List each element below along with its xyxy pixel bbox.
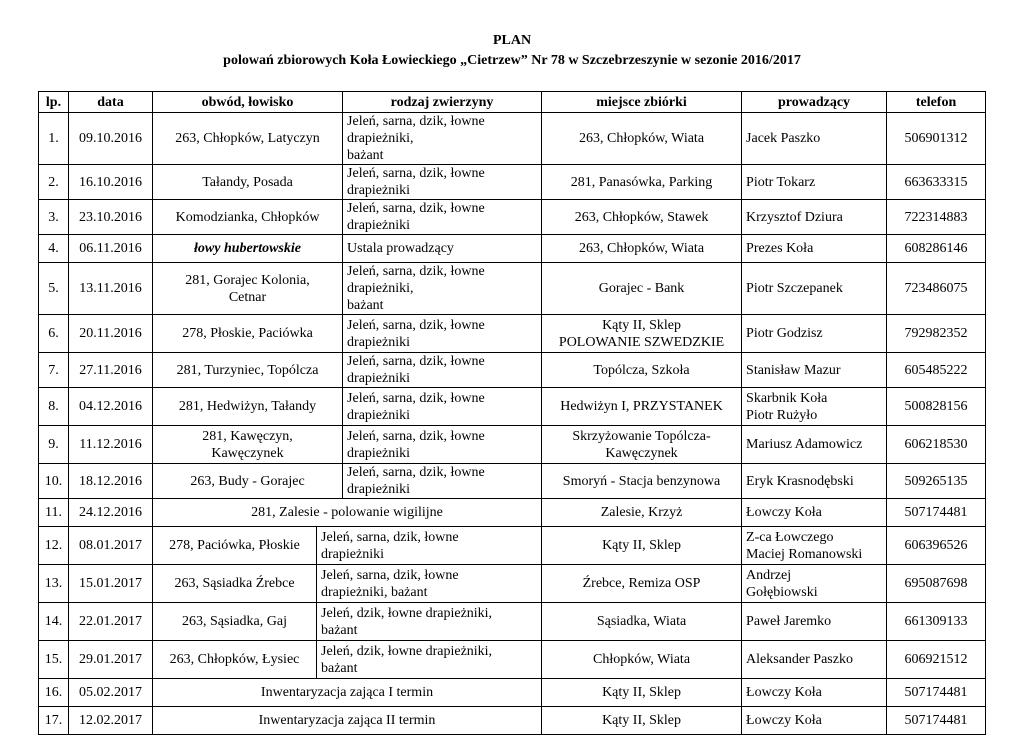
- cell-meeting-place: Źrebce, Remiza OSP: [542, 565, 742, 603]
- table-row: [39, 499, 986, 527]
- cell-meeting-place: 263, Chłopków, Stawek: [542, 200, 742, 235]
- cell-date: 22.01.2017: [69, 603, 153, 641]
- cell-lp: 12.: [39, 527, 69, 565]
- cell-meeting-place: Topólcza, Szkoła: [542, 353, 742, 388]
- cell-game: [343, 263, 542, 315]
- game-line-1: Jeleń, sarna, dzik, łowne: [321, 529, 459, 545]
- game-line-1: Jeleń, sarna, dzik, łowne drapieżniki,: [347, 264, 485, 296]
- cell-leader: Jacek Paszko: [742, 113, 887, 165]
- col-header-leader: prowadzący: [742, 92, 887, 113]
- cell-leader: Eryk Krasnodębski: [742, 464, 887, 499]
- cell-lp: 14.: [39, 603, 69, 641]
- cell-date: 09.10.2016: [69, 113, 153, 165]
- cell-district: 281, Hedwiżyn, Tałandy: [153, 388, 343, 426]
- game-line-1: Jeleń, dzik, łowne drapieżniki,: [321, 605, 493, 621]
- meeting-line-2: POLOWANIE SZWEDZKIE: [558, 334, 725, 350]
- game-line-2: bażant: [321, 660, 358, 676]
- cell-meeting-place: Hedwiżyn I, PRZYSTANEK: [542, 388, 742, 426]
- cell-game: [317, 641, 542, 679]
- cell-district: 278, Paciówka, Płoskie: [153, 527, 317, 565]
- district-line-1: 281, Gorajec Kolonia,: [185, 272, 310, 288]
- cell-meeting-place: 263, Chłopków, Wiata: [542, 235, 742, 263]
- meeting-line-1: Skrzyżowanie Topólcza-: [572, 428, 711, 444]
- cell-district: Inwentaryzacja zająca I termin: [153, 679, 542, 707]
- game-line-2: drapieżniki: [321, 546, 384, 562]
- table-row: [39, 263, 986, 315]
- cell-game: Jeleń, sarna, dzik, łowne drapieżniki: [343, 200, 542, 235]
- cell-leader: Piotr Tokarz: [742, 165, 887, 200]
- cell-lp: 9.: [39, 426, 69, 464]
- cell-leader: Piotr Godzisz: [742, 315, 887, 353]
- cell-game: [317, 527, 542, 565]
- cell-game: Jeleń, sarna, dzik, łowne drapieżniki: [343, 165, 542, 200]
- cell-leader: Łowczy Koła: [742, 679, 887, 707]
- cell-meeting-place: Zalesie, Krzyż: [542, 499, 742, 527]
- cell-phone: 661309133: [887, 603, 986, 641]
- meeting-line-1: Kąty II, Sklep: [602, 317, 681, 333]
- cell-district: 281, Zalesie - polowanie wigilijne: [153, 499, 542, 527]
- cell-date: 15.01.2017: [69, 565, 153, 603]
- cell-date: 12.02.2017: [69, 707, 153, 735]
- cell-phone: 663633315: [887, 165, 986, 200]
- cell-district: 263, Sąsiadka Źrebce: [153, 565, 317, 603]
- cell-leader: [742, 565, 887, 603]
- cell-phone: 722314883: [887, 200, 986, 235]
- table-row: [39, 426, 986, 464]
- cell-game: [317, 603, 542, 641]
- district-line-1: 281, Kawęczyn,: [202, 428, 293, 444]
- cell-phone: 606396526: [887, 527, 986, 565]
- cell-game: Jeleń, sarna, dzik, łowne drapieżniki: [343, 426, 542, 464]
- game-line-1: Jeleń, dzik, łowne drapieżniki,: [321, 643, 493, 659]
- cell-game: Jeleń, sarna, dzik, łowne drapieżniki: [343, 388, 542, 426]
- table-row: [39, 565, 986, 603]
- cell-meeting-place: 263, Chłopków, Wiata: [542, 113, 742, 165]
- table-row: [39, 464, 986, 499]
- cell-leader: Łowczy Koła: [742, 499, 887, 527]
- col-header-date: data: [69, 92, 153, 113]
- cell-date: 11.12.2016: [69, 426, 153, 464]
- cell-district: Tałandy, Posada: [153, 165, 343, 200]
- cell-game: Ustala prowadzący: [343, 235, 542, 263]
- hunting-plan-table: [38, 91, 986, 735]
- table-row: [39, 235, 986, 263]
- table-row: [39, 603, 986, 641]
- table-row: [39, 388, 986, 426]
- cell-game: Jeleń, sarna, dzik, łowne drapieżniki: [343, 464, 542, 499]
- leader-line-1: Z-ca Łowczego: [746, 529, 834, 545]
- col-header-game: rodzaj zwierzyny: [343, 92, 542, 113]
- cell-date: 08.01.2017: [69, 527, 153, 565]
- cell-date: 23.10.2016: [69, 200, 153, 235]
- cell-district: Inwentaryzacja zająca II termin: [153, 707, 542, 735]
- table-row: [39, 679, 986, 707]
- cell-phone: 500828156: [887, 388, 986, 426]
- cell-lp: 8.: [39, 388, 69, 426]
- cell-meeting-place: Chłopków, Wiata: [542, 641, 742, 679]
- cell-game: Jeleń, sarna, dzik, łowne drapieżniki: [343, 353, 542, 388]
- leader-line-2: Piotr Rużyło: [746, 407, 818, 423]
- cell-date: 16.10.2016: [69, 165, 153, 200]
- meeting-line-2: Kawęczynek: [605, 445, 678, 461]
- cell-leader: Mariusz Adamowicz: [742, 426, 887, 464]
- cell-lp: 2.: [39, 165, 69, 200]
- cell-phone: 606921512: [887, 641, 986, 679]
- cell-phone: 605485222: [887, 353, 986, 388]
- cell-leader: Łowczy Koła: [742, 707, 887, 735]
- cell-phone: 506901312: [887, 113, 986, 165]
- cell-date: 27.11.2016: [69, 353, 153, 388]
- table-header-row: [39, 92, 986, 113]
- cell-phone: 606218530: [887, 426, 986, 464]
- cell-leader: Paweł Jaremko: [742, 603, 887, 641]
- game-line-2: drapieżniki, bażant: [321, 584, 428, 600]
- cell-lp: 13.: [39, 565, 69, 603]
- cell-date: 20.11.2016: [69, 315, 153, 353]
- cell-date: 06.11.2016: [69, 235, 153, 263]
- col-header-meeting-place: miejsce zbiórki: [542, 92, 742, 113]
- leader-line-1: Skarbnik Koła: [746, 390, 828, 406]
- cell-district: Komodzianka, Chłopków: [153, 200, 343, 235]
- cell-date: 04.12.2016: [69, 388, 153, 426]
- cell-lp: 4.: [39, 235, 69, 263]
- cell-phone: 695087698: [887, 565, 986, 603]
- game-line-1: Jeleń, sarna, dzik, łowne: [321, 567, 459, 583]
- cell-leader: Stanisław Mazur: [742, 353, 887, 388]
- cell-lp: 5.: [39, 263, 69, 315]
- page-subtitle: polowań zbiorowych Koła Łowieckiego „Cietrzew” Nr 78 w Szczebrzeszynie w sezonie 2016/2017: [223, 53, 801, 68]
- leader-line-2: Maciej Romanowski: [746, 546, 863, 562]
- table-row: [39, 165, 986, 200]
- col-header-district: obwód, łowisko: [153, 92, 343, 113]
- cell-phone: 608286146: [887, 235, 986, 263]
- table-row: [39, 113, 986, 165]
- cell-phone: 509265135: [887, 464, 986, 499]
- cell-district: 281, Turzyniec, Topólcza: [153, 353, 343, 388]
- cell-leader: Krzysztof Dziura: [742, 200, 887, 235]
- cell-lp: 15.: [39, 641, 69, 679]
- district-line-2: Cetnar: [228, 289, 267, 305]
- cell-game: [317, 565, 542, 603]
- cell-lp: 10.: [39, 464, 69, 499]
- cell-district: łowy hubertowskie: [153, 235, 343, 263]
- cell-district: [153, 263, 343, 315]
- cell-district: 263, Chłopków, Latyczyn: [153, 113, 343, 165]
- cell-leader: [742, 388, 887, 426]
- cell-phone: 507174481: [887, 679, 986, 707]
- cell-phone: 792982352: [887, 315, 986, 353]
- leader-line-1: Andrzej: [746, 567, 792, 583]
- table-row: [39, 527, 986, 565]
- cell-meeting-place: Smoryń - Stacja benzynowa: [542, 464, 742, 499]
- cell-date: 29.01.2017: [69, 641, 153, 679]
- district-line-2: Kawęczynek: [211, 445, 284, 461]
- cell-date: 18.12.2016: [69, 464, 153, 499]
- game-line-2: bażant: [347, 148, 384, 163]
- col-header-lp: lp.: [39, 92, 69, 113]
- cell-date: 05.02.2017: [69, 679, 153, 707]
- cell-game: [343, 113, 542, 165]
- cell-lp: 6.: [39, 315, 69, 353]
- cell-leader: [742, 527, 887, 565]
- table-row: [39, 707, 986, 735]
- cell-lp: 17.: [39, 707, 69, 735]
- game-line-2: bażant: [321, 622, 358, 638]
- cell-leader: Piotr Szczepanek: [742, 263, 887, 315]
- cell-leader: Aleksander Paszko: [742, 641, 887, 679]
- page-title: PLAN: [492, 33, 532, 48]
- cell-district: 263, Budy - Gorajec: [153, 464, 343, 499]
- col-header-phone: telefon: [887, 92, 986, 113]
- cell-game: Jeleń, sarna, dzik, łowne drapieżniki: [343, 315, 542, 353]
- cell-meeting-place: Kąty II, Sklep: [542, 527, 742, 565]
- table-row: [39, 353, 986, 388]
- cell-meeting-place: Sąsiadka, Wiata: [542, 603, 742, 641]
- cell-lp: 7.: [39, 353, 69, 388]
- table-row: [39, 315, 986, 353]
- cell-meeting-place: Kąty II, Sklep: [542, 679, 742, 707]
- cell-phone: 507174481: [887, 707, 986, 735]
- table-row: [39, 641, 986, 679]
- cell-district: 278, Płoskie, Paciówka: [153, 315, 343, 353]
- cell-district: 263, Chłopków, Łysiec: [153, 641, 317, 679]
- game-line-2: bażant: [347, 298, 384, 313]
- leader-line-2: Gołębiowski: [746, 584, 818, 600]
- cell-meeting-place: Gorajec - Bank: [542, 263, 742, 315]
- cell-meeting-place: 281, Panasówka, Parking: [542, 165, 742, 200]
- cell-lp: 1.: [39, 113, 69, 165]
- game-line-1: Jeleń, sarna, dzik, łowne drapieżniki,: [347, 114, 485, 146]
- cell-phone: 723486075: [887, 263, 986, 315]
- cell-meeting-place: Kąty II, Sklep: [542, 707, 742, 735]
- cell-leader: Prezes Koła: [742, 235, 887, 263]
- cell-district: 263, Sąsiadka, Gaj: [153, 603, 317, 641]
- cell-phone: 507174481: [887, 499, 986, 527]
- cell-meeting-place: [542, 315, 742, 353]
- cell-district: [153, 426, 343, 464]
- cell-date: 13.11.2016: [69, 263, 153, 315]
- cell-meeting-place: [542, 426, 742, 464]
- cell-lp: 3.: [39, 200, 69, 235]
- cell-date: 24.12.2016: [69, 499, 153, 527]
- table-row: [39, 200, 986, 235]
- cell-lp: 11.: [39, 499, 69, 527]
- cell-lp: 16.: [39, 679, 69, 707]
